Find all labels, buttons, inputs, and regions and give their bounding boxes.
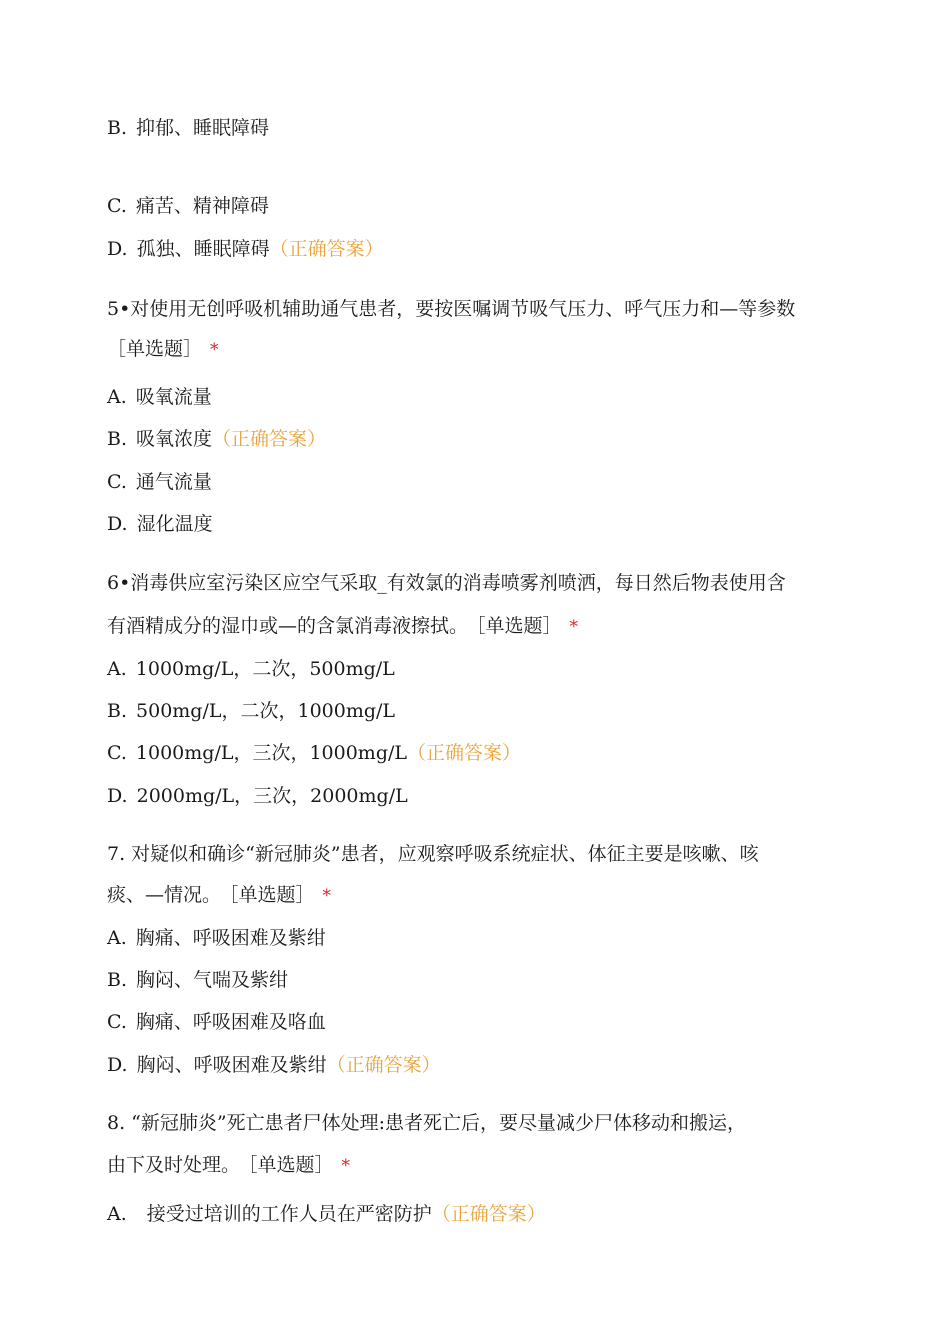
question-type: ［单选题］ <box>476 615 562 637</box>
option-row[interactable] <box>107 967 288 993</box>
question-text <box>107 570 786 596</box>
question-text-cont <box>107 613 578 640</box>
question-text <box>107 1110 746 1136</box>
question-type: ［单选题］ <box>248 1154 334 1176</box>
option-row[interactable] <box>107 1201 546 1227</box>
option-letter: C. <box>107 471 127 493</box>
correct-answer-badge: （正确答案） <box>326 1054 441 1076</box>
option-letter: D. <box>107 513 128 535</box>
correct-answer-badge: （正确答案） <box>407 742 522 764</box>
correct-answer-badge: （正确答案） <box>269 238 384 260</box>
option-row[interactable] <box>107 193 269 219</box>
question-line: 由下及时处理。 <box>107 1154 241 1176</box>
question-text-cont <box>107 1152 350 1179</box>
option-letter: A. <box>107 1203 127 1225</box>
option-text: 吸氧流量 <box>135 386 212 408</box>
option-letter: B. <box>107 700 128 722</box>
option-row[interactable] <box>107 426 326 452</box>
question-line: 有酒精成分的湿巾或—的含氯消毒液擦拭。 <box>107 615 469 637</box>
option-letter: C. <box>107 742 127 764</box>
option-letter: D. <box>107 238 128 260</box>
option-text: 1000mg/L，三次，1000mg/L <box>135 742 408 764</box>
option-text: 2000mg/L，三次，2000mg/L <box>136 785 408 807</box>
required-asterisk: * <box>210 340 219 360</box>
option-row[interactable] <box>107 115 269 141</box>
option-letter: D. <box>107 1054 128 1076</box>
question-line: 8. “新冠肺炎”死亡患者尸体处理:患者死亡后，要尽量减少尸体移动和搬运， <box>107 1112 746 1134</box>
option-text: 500mg/L，二次，1000mg/L <box>136 700 396 722</box>
option-row[interactable] <box>107 469 212 495</box>
option-text: 湿化温度 <box>136 513 213 535</box>
question-line: 7. 对疑似和确诊“新冠肺炎”患者，应观察呼吸系统症状、体征主要是咳嗽、咳 <box>107 843 759 865</box>
option-text: 胸闷、呼吸困难及紫绀 <box>136 1054 327 1076</box>
question-line: 5•对使用无创呼吸机辅助通气患者，要按医嘱调节吸气压力、呼气压力和—等参数 <box>107 298 796 320</box>
option-text: 通气流量 <box>135 471 212 493</box>
option-text: 胸痛、呼吸困难及咯血 <box>135 1011 326 1033</box>
option-row[interactable] <box>107 656 395 682</box>
question-line: 痰、—情况。 <box>107 884 222 906</box>
question-text <box>107 841 759 867</box>
option-text: 吸氧浓度 <box>136 428 213 450</box>
option-letter: B. <box>107 428 128 450</box>
question-text-cont <box>107 882 331 909</box>
correct-answer-badge: （正确答案） <box>431 1203 546 1225</box>
option-letter: B. <box>107 117 128 139</box>
option-text: 接受过培训的工作人员在严密防护 <box>146 1203 432 1225</box>
option-letter: D. <box>107 785 128 807</box>
option-letter: C. <box>107 1011 127 1033</box>
option-text: 孤独、睡眠障碍 <box>136 238 270 260</box>
option-row[interactable] <box>107 236 384 262</box>
option-row[interactable] <box>107 925 326 951</box>
question-text-cont <box>107 336 219 363</box>
option-text: 痛苦、精神障碍 <box>135 195 269 217</box>
option-text: 胸痛、呼吸困难及紫绀 <box>135 927 326 949</box>
option-letter: A. <box>107 927 127 949</box>
required-asterisk: * <box>341 1156 351 1176</box>
question-text <box>107 296 795 322</box>
option-letter: B. <box>107 969 128 991</box>
option-text: 胸闷、气喘及紫绀 <box>136 969 289 991</box>
option-letter: C. <box>107 195 127 217</box>
option-text: 抑郁、睡眠障碍 <box>136 117 270 139</box>
question-type: ［单选题］ <box>107 338 203 360</box>
question-line: 6•消毒供应室污染区应空气采取_有效氯的消毒喷雾剂喷洒，每日然后物表使用含 <box>107 572 786 594</box>
option-row[interactable] <box>107 384 212 410</box>
option-letter: A. <box>107 386 127 408</box>
option-row[interactable] <box>107 698 395 724</box>
correct-answer-badge: （正确答案） <box>212 428 327 450</box>
option-text: 1000mg/L，二次，500mg/L <box>135 658 395 680</box>
question-type: ［单选题］ <box>229 884 315 906</box>
option-row[interactable] <box>107 1052 441 1078</box>
required-asterisk: * <box>569 617 579 637</box>
required-asterisk: * <box>322 886 332 906</box>
option-row[interactable] <box>107 783 408 809</box>
option-letter: A. <box>107 658 127 680</box>
option-row[interactable] <box>107 1009 326 1035</box>
option-row[interactable] <box>107 511 213 537</box>
option-row[interactable] <box>107 740 521 766</box>
